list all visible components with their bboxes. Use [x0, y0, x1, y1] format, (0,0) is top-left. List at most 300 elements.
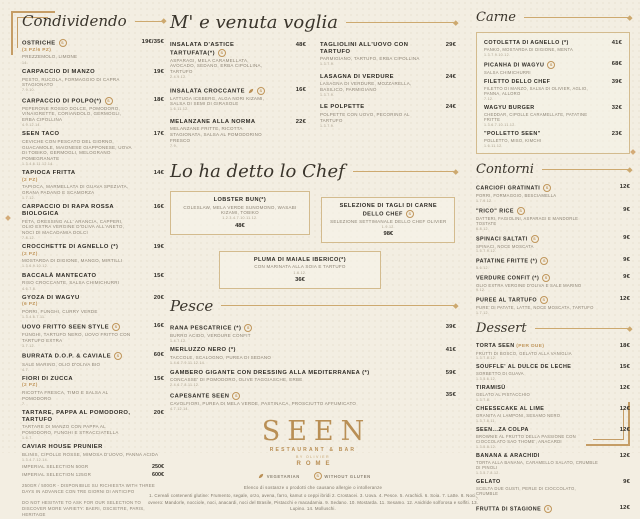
item-title: "RICO" RICE S [476, 207, 599, 215]
item-description: FILETTO DI MANZO, SALSA DI OLIVIER, AGLIO, PANNA, ALLORO [484, 85, 588, 96]
legend [170, 472, 456, 480]
menu-item [476, 296, 630, 315]
brand-logo: SEEN [261, 416, 372, 448]
item-title: CAPESANTE SEEN S [170, 392, 425, 400]
item-allergens: 14. [22, 60, 28, 65]
item-portion: (6 PZ) [22, 302, 38, 307]
menu-item [476, 257, 630, 270]
gluten-free-icon: S [114, 352, 122, 360]
price-line-price: 250€ [152, 464, 164, 470]
item-description: MOSTARDA DI DIGIONE, MANGO, MIRTILLI [22, 258, 123, 264]
item-price: 16€ [295, 86, 306, 93]
chef-items [170, 191, 456, 289]
item-title: LE POLPETTE [320, 104, 365, 111]
item-price: 41€ [445, 347, 456, 354]
item-price: 32€ [611, 104, 622, 111]
item-allergens: 1.7.9.12. [476, 199, 493, 204]
item-price: 98€ [383, 230, 394, 237]
item-title: INSALATA D'ASTICE TARTUFATA(*) S [170, 42, 235, 57]
item-price: 39€ [611, 78, 622, 85]
item-allergens: 7.12. [484, 96, 494, 101]
voglia-columns [170, 42, 456, 155]
item-price: 39€ [445, 323, 456, 330]
item-description: PARMIGIANO, TARTUFO, ERBA CIPOLLINA [320, 56, 420, 62]
item-price: 36€ [295, 276, 305, 283]
item-price: 18€ [619, 343, 630, 350]
menu-item [484, 40, 622, 57]
item-price: 24€ [445, 104, 456, 111]
menu-item [219, 251, 382, 289]
header-rule [346, 22, 456, 23]
item-price: 24€ [445, 73, 456, 80]
item-price: 22€ [295, 118, 306, 125]
dessert-items [476, 343, 630, 512]
item-price: 20€ [153, 410, 164, 417]
section-title: Contorni [476, 162, 534, 178]
item-title: UOVO FRITTO SEEN STYLE S [22, 323, 133, 331]
item-title: "POLLETTO SEEN" [484, 130, 541, 137]
gluten-free-icon: S [540, 296, 548, 304]
item-allergens: 1.5.7.9.12. [476, 249, 497, 254]
item-title: RANA PESCATRICE (*) S [170, 324, 425, 332]
item-allergens: 1.3.5.8.12. [476, 444, 497, 449]
item-price: 12€ [619, 504, 630, 511]
pesce-header [170, 297, 456, 315]
item-title: TAGLIOLINI ALL'UOVO CON TARTUFO [320, 42, 409, 55]
item-description: CEVICHE CON PESCATO DEL GIORNO, GUACAMOLE, MAIONESE GIAPPONESE, UOVA DI TOBIKO, GERMOGLI, MELOGRANO POMEGRANATE [22, 139, 132, 161]
item-price: 12€ [619, 405, 630, 412]
carne-header [476, 10, 630, 25]
gluten-free-icon: S [112, 323, 120, 331]
menu-item [170, 324, 456, 344]
menu-item [484, 79, 622, 102]
item-description: SCELTA DUE GUSTI, PERLE DI CIOCCOLATO, CRUMBLE [476, 485, 576, 497]
gluten-free-icon: S [59, 39, 67, 47]
item-allergens: 1.3.5.6.12. [476, 377, 497, 382]
item-portion: (PER DUE) [514, 344, 545, 350]
item-allergens: 1.6.7. [22, 436, 33, 441]
item-title: CAVIAR HOUSE PRUNIER [22, 444, 103, 451]
menu-item [22, 170, 164, 200]
item-description: PESTO, RUCOLA, FORMAGGIO DI CAPRA STAGIONATO [22, 76, 120, 88]
item-price: 12€ [619, 385, 630, 392]
gluten-free-icon: S [105, 97, 113, 105]
item-price: 48€ [295, 42, 306, 48]
item-description: POLPETTE CON UOVO, PECORINO AL TARTUFO [320, 112, 410, 123]
item-description: TAPIOCA, MARMELLATA DI GUAVA SPEZIATA, GRANA PADANO E SCAMORZA [22, 184, 129, 195]
menu-item [476, 343, 630, 361]
item-description: PORRI, FUNGHI, CURRY VERDE [22, 308, 98, 314]
item-allergens: 2.4.6.7.8.11.12. [170, 383, 200, 388]
item-description: TORTA ALLA BANANA, CARAMELLO SALATO, CRUMBLE DI PINOLI [476, 459, 599, 471]
item-allergens: 1.4.7.12. [170, 339, 187, 344]
price-line-label: IMPERIAL SELECTION 50GR [22, 464, 89, 469]
item-allergens: 7. [476, 496, 480, 501]
vegetarian-leaf-icon [258, 473, 264, 479]
item-title: SEEN...ZA COLPA [476, 426, 529, 433]
item-description: COLESLAW, MELA VERDE SUNOMONO, WASABI KIZAMI, TOBIKO [183, 204, 297, 216]
menu-item [484, 61, 622, 75]
item-description: SPINACI, NOCE MOSCATA [476, 243, 534, 249]
brand-subtitle: RESTAURANT & BAR [269, 447, 357, 454]
section-title: Carne [476, 10, 516, 25]
menu-item [476, 479, 630, 502]
item-description: PURE' DI PATATE, LATTE, NOCE MOSCATA, TARTUFO [476, 305, 594, 311]
menu-item [476, 385, 630, 402]
gluten-free-icon: S [543, 184, 551, 192]
item-title: FILETTO DELLO CHEF [484, 78, 551, 85]
menu-item [22, 444, 164, 477]
menu-item [321, 197, 455, 243]
section-title: Lo ha detto lo Chef [170, 161, 345, 183]
menu-item [170, 347, 456, 365]
brand-city: ROME [296, 461, 335, 468]
menu-item [22, 97, 164, 128]
edge-diamond-left [5, 215, 11, 221]
right-column [476, 8, 630, 513]
menu-item [22, 376, 164, 406]
item-portion: (2 PZ) [22, 251, 38, 257]
brand-byline: BY OLIVIER [296, 454, 330, 459]
item-title: CROCCHETTE DI AGNELLO (*) [22, 244, 119, 251]
item-title: PUREE AL TARTUFO S [476, 296, 599, 304]
item-price: 12€ [619, 184, 630, 191]
item-price: 15€ [153, 376, 164, 383]
item-portion: (3 PZ/6 PZ) [22, 47, 52, 53]
item-description: SELEZIONE SETTIMANALE DELLO CHEF OLIVIER [330, 218, 447, 224]
gluten-free-icon: S [406, 210, 414, 218]
item-description: PEPERONE ROSSO DOLCE, POMODORO, VINAIGRETTE, CORIANDOLO, GERMOGLI, ERBA CIPOLLINA [22, 105, 122, 123]
item-price: 60€ [153, 352, 164, 359]
item-title: LOBSTER BUN(*) [213, 197, 267, 204]
item-title: SOUFFLE' AL DULCE DE LECHE [476, 364, 572, 371]
item-allergens: 5.6.12. [476, 265, 490, 270]
menu-item [476, 207, 630, 231]
item-price: 14€ [153, 170, 164, 177]
menu-item [170, 42, 306, 80]
item-title: PICANHA DI WAGYU S [484, 61, 591, 69]
item-title: COTOLETTA DI AGNELLO (*) [484, 40, 569, 46]
legend-without-gluten [314, 472, 371, 480]
price-line [22, 472, 164, 478]
item-allergens: 1.2.3.4.7.10.11.12. [222, 216, 258, 221]
item-title: CHEESECAKE AL LIME [476, 405, 545, 412]
carne-items [476, 32, 630, 154]
item-price: 16€ [153, 204, 164, 211]
menu-item [22, 410, 164, 440]
gluten-free-icon: S [232, 392, 240, 400]
item-allergens: 1.3.4.6.7.11. [22, 314, 46, 319]
item-description: BLINIS, CIPOLLE ROSSE, MIMOSA D'UOVO, PANNA ACIDA [22, 452, 159, 458]
item-title: PATATINE FRITTE (*) S [476, 257, 599, 265]
menu-item [476, 364, 630, 381]
item-title: SEEN TACO [22, 131, 60, 138]
item-title: BACCALÀ MANTECATO [22, 272, 97, 279]
gluten-free-icon: S [517, 207, 525, 215]
item-allergens: 1.6.11.12. [170, 107, 189, 112]
contorni-header [476, 162, 630, 177]
menu-item [22, 69, 164, 93]
item-title: GAMBERO GIGANTE CON DRESSING ALLA MEDITERRANEA (*) [170, 369, 370, 376]
item-title: FIORI DI ZUCCA [22, 376, 74, 383]
item-price: 15€ [619, 364, 630, 371]
item-title: TORTA SEEN (PER DUE) [476, 343, 545, 350]
item-description: FETA, DRESSING ALL' ARANCIA, CAPPERI, OLIO EXTRA VERGINE D'OLIVA ALL'ANETO, NOCI DI MACADAMIA DOLCI [22, 218, 125, 235]
item-allergens: 1.3.4.6.11.12.14. [22, 162, 54, 167]
item-allergens: 1.7.12. [476, 310, 490, 315]
item-description: SORBETTO DI GUAVA [476, 371, 524, 377]
menu-item [170, 191, 310, 234]
item-price: 18€ [153, 96, 164, 103]
item-allergens: 1.6.11.12. [484, 143, 503, 148]
item-allergens: 1.4.6.7.9.11.12.14. [170, 361, 206, 366]
gluten-free-icon: S [544, 505, 552, 513]
menu-item [170, 370, 456, 388]
item-price: 12€ [619, 452, 630, 459]
item-allergens: 1.3.7.8.11. [476, 418, 497, 423]
item-allergens: 1.3.7.9.10.12. [484, 52, 511, 57]
item-description: GELATO AL PISTACCHIO [476, 392, 530, 398]
item-title: TAPIOCA FRITTA [22, 170, 76, 177]
item-allergens: 7. [22, 401, 26, 406]
caviar-availability-note: 250GR / 500GR - DISPONIBILE SU RICHIESTA WITH THREE DAYS IN ADVANCE CON TRE GIORNI DI ANTICIPO [22, 482, 155, 494]
item-title: SPINACI SALTATI S [476, 235, 599, 243]
item-title: BURRATA D.O.P. & CAVIALE S [22, 352, 133, 360]
item-price: 12€ [619, 296, 630, 303]
item-title: FRUTTA DI STAGIONE S [476, 505, 599, 513]
item-description: CONCASSE' DI POMODORO, OLIVE TAGGIASCHE, ERBE [170, 377, 303, 383]
item-description: SALSA CHIMICHURRI [484, 69, 531, 75]
item-price: 23€ [611, 130, 622, 137]
item-price: 16€ [153, 323, 164, 330]
header-rule [135, 21, 164, 22]
item-title: LASAGNA DI VERDURE [320, 73, 394, 80]
voglia-left-items [170, 42, 306, 155]
item-title: CARCIOFI GRATINATI S [476, 184, 599, 192]
item-description: FUNGHI, TARTUFO NERO, UOVO FRITTO CON TARTUFO EXTRA [22, 332, 131, 343]
item-allergens: 1.7.12. [22, 196, 36, 201]
menu-item [170, 119, 306, 148]
item-price: 29€ [445, 42, 456, 48]
item-price: 9€ [623, 234, 630, 241]
item-title: GYOZA DI WAGYU [22, 294, 80, 301]
item-description: RICOTTA FRESCA, TIMO E SALSA AL POMODORO [22, 389, 109, 401]
item-description: GRANITA AI LAMPONI, SESAMO NERO [476, 413, 561, 418]
gluten-free-icon: S [314, 472, 322, 480]
item-allergens: 1.6.12. [293, 270, 307, 275]
item-title: MELANZANE ALLA NORMA [170, 118, 256, 125]
section-title: Pesce [170, 296, 214, 315]
item-price: 68€ [611, 60, 622, 67]
menu-item [22, 204, 164, 240]
item-price: 9€ [623, 257, 630, 264]
legend-gluten-label: WITHOUT GLUTEN [324, 473, 371, 479]
item-portion: (2 PZ) [22, 383, 38, 389]
item-allergens: 1.3.6.9.10.12. [22, 264, 49, 269]
item-allergens: 1.3.7.9. [320, 93, 335, 98]
item-description: LASAGNA DI VERDURE, MOZZARELLA, BASILICO, PARMIGIANO [320, 81, 412, 93]
gluten-free-icon: S [540, 257, 548, 265]
header-rule [535, 328, 630, 329]
menu-item [320, 104, 456, 128]
item-allergens: 1.3.7.9. [320, 123, 335, 128]
condividendo-header [22, 12, 164, 30]
item-allergens: 1.3.7.8.12. [476, 356, 497, 361]
item-allergens: 1.9.12. [381, 224, 395, 229]
item-allergens: 2.4.9.12. [170, 75, 187, 80]
item-allergens: 6.8.12. [476, 226, 490, 231]
item-title: SELEZIONE DI TAGLI DI CARNE DELLO CHEF S [339, 203, 438, 218]
menu-item [484, 131, 622, 148]
item-allergens: 7.9.10. [22, 88, 36, 93]
item-title: TARTARE, PAPPA AL POMODORO, TARTUFO [22, 410, 131, 423]
item-price: 19€ [153, 68, 164, 75]
item-allergens: 1.3.6.7.10.11.12. [484, 122, 516, 127]
menu-item [476, 184, 630, 203]
menu-item [484, 105, 622, 128]
item-price: 48€ [235, 222, 245, 229]
section-title: Condividendo [22, 12, 127, 30]
item-description: PANKO, MOSTARDA DI DIGIONE, MENTA [484, 47, 573, 53]
item-price: 17€ [153, 131, 164, 138]
menu-item [476, 274, 630, 293]
menu-item [476, 505, 630, 513]
contorni-items [476, 184, 630, 315]
price-line-price: 600€ [152, 471, 164, 478]
pesce-items [170, 324, 456, 411]
item-description: PREZZEMOLO, LIMONE [22, 54, 78, 60]
section-title: M' e venuta voglia [170, 12, 338, 33]
item-price: 12€ [619, 426, 630, 433]
price-line [22, 464, 164, 470]
menu-item [476, 453, 630, 476]
item-description: CHEDDAR, CIPOLLE CARAMELLATE, PATATINE FRITTE [484, 111, 588, 122]
menu-item [22, 273, 164, 291]
item-title: OSTRICHE S [22, 39, 133, 47]
menu-item [320, 42, 456, 67]
header-rule [221, 305, 456, 306]
item-title: INSALATA CROCCANTE S [170, 87, 275, 95]
gluten-free-icon: S [531, 235, 539, 243]
allergen-footnote [145, 485, 481, 512]
item-title: GELATO [476, 478, 501, 485]
item-description: MELANZANE FRITTE, RICOTTA STAGIONATA, SALSA AL POMODORINO FRESCO [170, 126, 262, 143]
item-allergens: 4.9.12.14. [22, 123, 41, 128]
header-rule [542, 169, 630, 170]
legend-vegetarian-label: VEGETARIAN [266, 473, 300, 479]
item-allergens: 1.3.7.9. [320, 62, 335, 67]
item-allergens: 4.7.12.14. [170, 406, 189, 411]
voglia-header [170, 12, 456, 33]
item-description: LATTUGA ICEBERG, ALGA NORI KIZAMI, SALSA DI SEMI DI GIRASOLE [170, 95, 265, 107]
menu-item [22, 131, 164, 166]
item-price: 15€ [153, 272, 164, 279]
item-price: 59€ [445, 369, 456, 376]
voglia-right-items [320, 42, 456, 155]
menu-item [476, 406, 630, 423]
item-price: 9€ [623, 206, 630, 213]
section-title: Dessert [476, 321, 527, 337]
item-title: CARPACCIO DI POLPO(*) S [22, 97, 133, 105]
item-title: WAGYU BURGER [484, 104, 535, 111]
price-line-label: IMPERIAL SELECTION 125GR [22, 471, 92, 477]
condividendo-items [22, 39, 164, 478]
item-price: 9€ [623, 273, 630, 280]
item-portion: (2 PZ) [22, 177, 38, 183]
item-description: BROWNIE AL FRUTTO DELLA PASSIONE CON CIOCCOLATO SAO THOME', ANACARDI [476, 433, 576, 445]
item-allergens: 7.9. [170, 143, 178, 148]
item-price: 41€ [611, 40, 622, 46]
item-description: TACCOLE, SCALOGNO, PUREA DI SEDANO [170, 355, 272, 361]
item-description: CAVOLFIORI, PUREA DI MELA VERDE, PASTINACA, PROSCIUTTO AFFUMICATO [170, 400, 357, 406]
menu-item [320, 74, 456, 98]
item-allergens: 1.3.7.8. [476, 397, 491, 402]
menu-item [22, 39, 164, 65]
header-rule [524, 17, 630, 18]
item-title: CARPACCIO DI RAPA ROSSA BIOLOGICA [22, 204, 114, 218]
menu-item [22, 323, 164, 348]
item-title: TIRAMISÙ [476, 385, 506, 392]
item-allergens: 1.3.4.7.12.14. [22, 458, 49, 463]
item-allergens: 4.7. [22, 367, 30, 372]
caviar-selection-note: DO NOT HESITATE TO ASK FOR OUR SELECTION TO DISCOVER MORE VARIETY: BAERI, OSCIETRE, PARIS, HERITAGE [22, 499, 145, 518]
item-title: BANANA & ARACHIDI [476, 452, 540, 459]
item-description: OLIO EXTRA VERGINE D'OLIVA E SALE MARINO [476, 282, 582, 288]
item-description: SALE MARINO, OLIO D'OLIVA BIO [22, 361, 101, 367]
gluten-free-icon: S [218, 49, 226, 57]
item-title: MERLUZZO NERO (*) [170, 347, 236, 354]
item-description: TARTARE DI MANZO CON PAPPA AL POMODORO, FUNGHI E STRACCIATELLA [22, 424, 119, 435]
menu-item [476, 235, 630, 254]
item-title: VERDURE CONFIT (*) S [476, 274, 599, 282]
item-allergens: 7.8.12. [22, 236, 36, 241]
menu-item [476, 427, 630, 450]
item-title: PLUMA DI MAIALE IBERICO(*) [253, 256, 347, 263]
item-allergens: 9.12. [476, 288, 486, 293]
legend-vegetarian [255, 473, 300, 479]
vegetarian-leaf-icon [248, 88, 254, 94]
item-title: CARPACCIO DI MANZO [22, 68, 96, 75]
gluten-free-icon: S [542, 274, 550, 282]
item-description: FRUTTI DI BOSCO, GELATO ALLA VANIGLIA [476, 350, 572, 356]
item-allergens: 4.6.7.8. [22, 286, 37, 291]
allergen-list: 1. Cereali contenenti glutine: Frumento, segale, orzo, avena, farro, kamut o ceppi ibridi 2. Crostacei. 3. Uova. 4. Pesce. 5. Arachidi. 6. Soia. 7. Latte. 8. Noci, ovvero: Mandorle, nocciole, noci, anacardi, noci del Brasile, Pistacchi e macadamia. 9. Sedano. 10. Mostarda. 11. Sesamo. 12. Anidride solforosa e solfiti. 13. Lupino. 14. Molluschi. [147, 492, 479, 512]
dessert-header [476, 321, 630, 336]
item-description: RISO CROCCANTE, SALSA CHIMICHURRI [22, 280, 120, 286]
header-rule [353, 171, 456, 172]
item-description: CON MARINATA ALLA SOIA E TARTUFO [254, 264, 346, 270]
gluten-free-icon: S [244, 324, 252, 332]
gluten-free-icon: S [257, 87, 265, 95]
edge-diamond-right [630, 149, 636, 155]
gluten-free-icon: S [547, 61, 555, 69]
item-description: POLLETTO, MISO, KIMCHI [484, 137, 542, 143]
menu-item [170, 392, 456, 412]
item-allergens: 1.3.5.7.8.12. [476, 470, 500, 475]
item-price: 19€ [153, 244, 164, 251]
item-price: 35€ [445, 391, 456, 398]
section-condividendo [22, 12, 164, 518]
menu-item [22, 352, 164, 372]
item-price: 19€/35€ [141, 39, 164, 45]
item-price: 20€ [153, 294, 164, 301]
chef-header [170, 161, 456, 182]
item-allergens: 3.7.12. [22, 344, 36, 349]
item-price: 9€ [623, 478, 630, 485]
menu-item [170, 87, 306, 112]
allergen-intro: Elenco di sostanze o prodotti che causano allergie o intolleranze [243, 485, 383, 491]
item-description: PORRI, FORMAGGIO, BESCIAMELLA [476, 193, 557, 199]
